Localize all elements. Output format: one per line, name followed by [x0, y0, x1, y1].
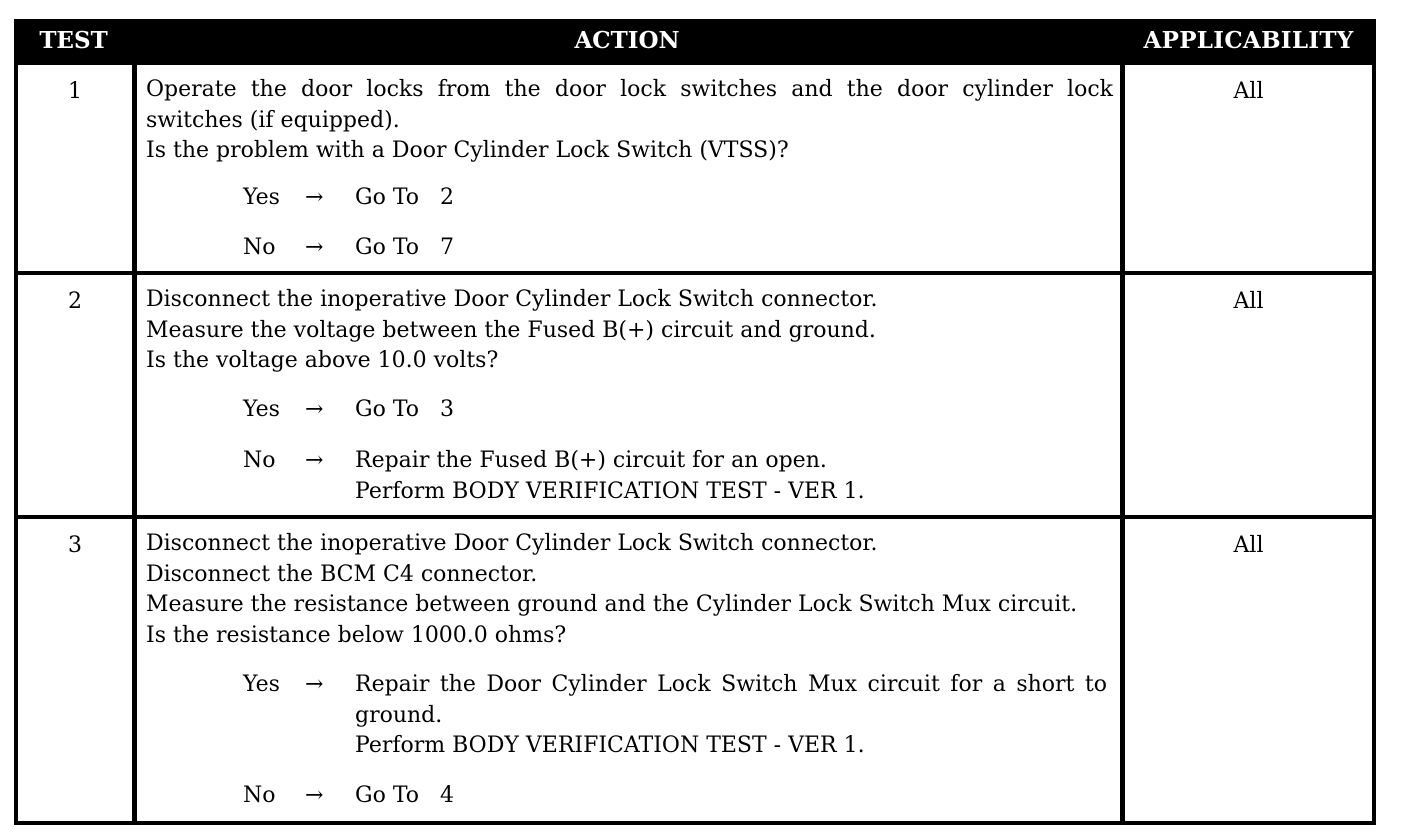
option-result [355, 395, 1107, 426]
table-row [18, 275, 1372, 515]
option-label: Yes [243, 672, 280, 697]
option-result [355, 233, 1107, 264]
question-line: Is the voltage above 10.0 volts? [146, 348, 499, 373]
applicability-value: All [1233, 533, 1264, 558]
applicability-cell [1125, 65, 1372, 271]
arrow-right-icon: → [305, 185, 324, 210]
question-line: Measure the resistance between ground and the Cylinder Lock Switch Mux circuit. [146, 592, 1078, 617]
result-line: Go To 4 [355, 783, 454, 808]
header-action: ACTION [574, 27, 680, 54]
action-cell [137, 275, 1120, 515]
arrow-right-icon: → [305, 448, 324, 473]
result-line: Perform BODY VERIFICATION TEST - VER 1. [355, 733, 865, 758]
header-applicability: APPLICABILITY [1143, 27, 1354, 54]
header-test: TEST [39, 27, 108, 54]
applicability-cell [1125, 519, 1372, 821]
result-line: Repair the Door Cylinder Lock Switch Mux circuit for a short to ground. [355, 672, 1107, 728]
option-result [355, 183, 1107, 214]
arrow-right-icon: → [305, 672, 324, 697]
result-line: Repair the Fused B(+) circuit for an open. [355, 448, 827, 473]
arrow-right-icon: → [305, 235, 324, 260]
option-label: No [243, 448, 276, 473]
option-label: No [243, 235, 276, 260]
question-line: Is the problem with a Door Cylinder Lock Switch (VTSS)? [146, 138, 789, 163]
question-line: Measure the voltage between the Fused B(+) circuit and ground. [146, 317, 876, 343]
question-line: Disconnect the BCM C4 connector. [146, 561, 538, 587]
option-label: No [243, 783, 276, 808]
table-row [18, 519, 1372, 821]
arrow-right-icon: → [305, 397, 324, 422]
test-number: 2 [68, 289, 82, 314]
action-cell [137, 65, 1120, 271]
option-label: Yes [243, 397, 280, 422]
question-line: Disconnect the inoperative Door Cylinder Lock Switch connector. [146, 287, 878, 312]
action-question [146, 529, 1113, 651]
question-line: Operate the door locks from the door lock switches and the door cylinder lock switches (if equipped). [146, 77, 1113, 133]
question-line: Is the resistance below 1000.0 ohms? [146, 622, 567, 648]
test-cell [18, 275, 132, 515]
option-label: Yes [243, 185, 280, 210]
test-number: 1 [68, 79, 82, 104]
diagnostic-table [14, 19, 1376, 825]
result-line: Go To 7 [355, 235, 454, 260]
action-cell [137, 519, 1120, 821]
arrow-right-icon: → [305, 783, 324, 808]
test-number: 3 [68, 533, 82, 558]
option-result [355, 670, 1107, 762]
action-question [146, 75, 1113, 167]
result-line: Go To 2 [355, 185, 454, 210]
test-cell [18, 519, 132, 821]
table-row [18, 65, 1372, 271]
applicability-cell [1125, 275, 1372, 515]
option-result [355, 446, 1107, 507]
applicability-value: All [1233, 289, 1264, 314]
question-line: Disconnect the inoperative Door Cylinder Lock Switch connector. [146, 531, 878, 556]
result-line: Perform BODY VERIFICATION TEST - VER 1. [355, 478, 865, 504]
test-cell [18, 65, 132, 271]
option-result [355, 781, 1107, 812]
applicability-value: All [1233, 79, 1264, 104]
result-line: Go To 3 [355, 397, 454, 422]
action-question [146, 285, 1113, 377]
